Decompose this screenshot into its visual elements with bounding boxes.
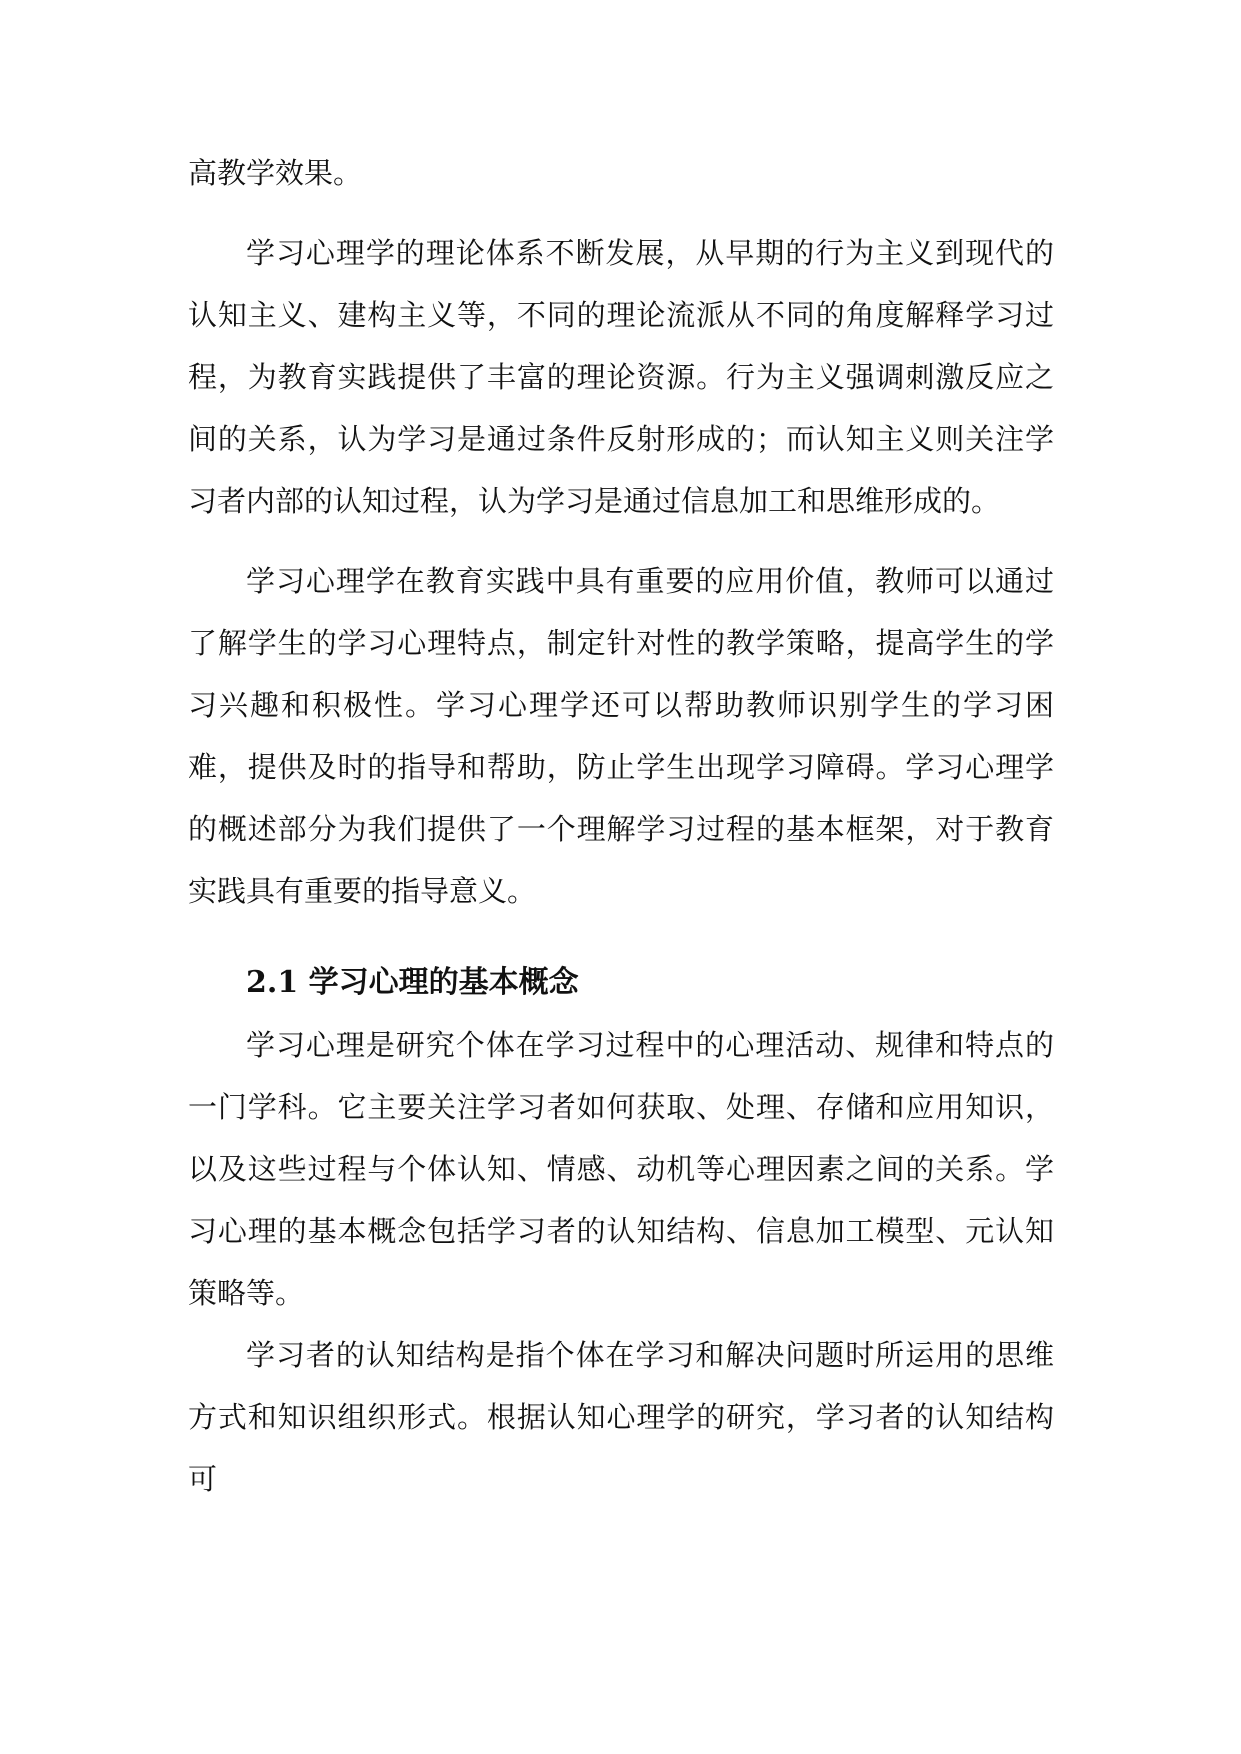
paragraph-basic-concept: 学习心理是研究个体在学习过程中的心理活动、规律和特点的一门学科。它主要关注学习者如何获取、处理、存储和应用知识，以及这些过程与个体认知、情感、动机等心理因素之间的关系。学习心理的基本概念包括学习者的认知结构、信息加工模型、元认知策略等。 [188, 1028, 1054, 1310]
paragraph-application-value: 学习心理学在教育实践中具有重要的应用价值，教师可以通过了解学生的学习心理特点，制定针对性的教学策略，提高学生的学习兴趣和积极性。学习心理学还可以帮助教师识别学生的学习困难，提供及时的指导和帮助，防止学生出现学习障碍。学习心理学的概述部分为我们提供了一个理解学习过程的基本框架，对于教育实践具有重要的指导意义。 [188, 564, 1054, 908]
spacer [188, 204, 1054, 222]
spacer [188, 922, 1054, 952]
paragraph-continuation: 高教学效果。 [188, 156, 363, 190]
document-page [188, 142, 1054, 1510]
paragraph-theory-development: 学习心理学的理论体系不断发展，从早期的行为主义到现代的认知主义、建构主义等，不同的理论流派从不同的角度解释学习过程，为教育实践提供了丰富的理论资源。行为主义强调刺激反应之间的关系，认为学习是通过条件反射形成的；而认知主义则关注学习者内部的认知过程，认为学习是通过信息加工和思维形成的。 [188, 236, 1054, 518]
section-heading: 2.1 学习心理的基本概念 [246, 965, 579, 1000]
paragraph-cognitive-structure: 学习者的认知结构是指个体在学习和解决问题时所运用的思维方式和知识组织形式。根据认知心理学的研究，学习者的认知结构可 [188, 1338, 1054, 1496]
spacer [188, 532, 1054, 550]
